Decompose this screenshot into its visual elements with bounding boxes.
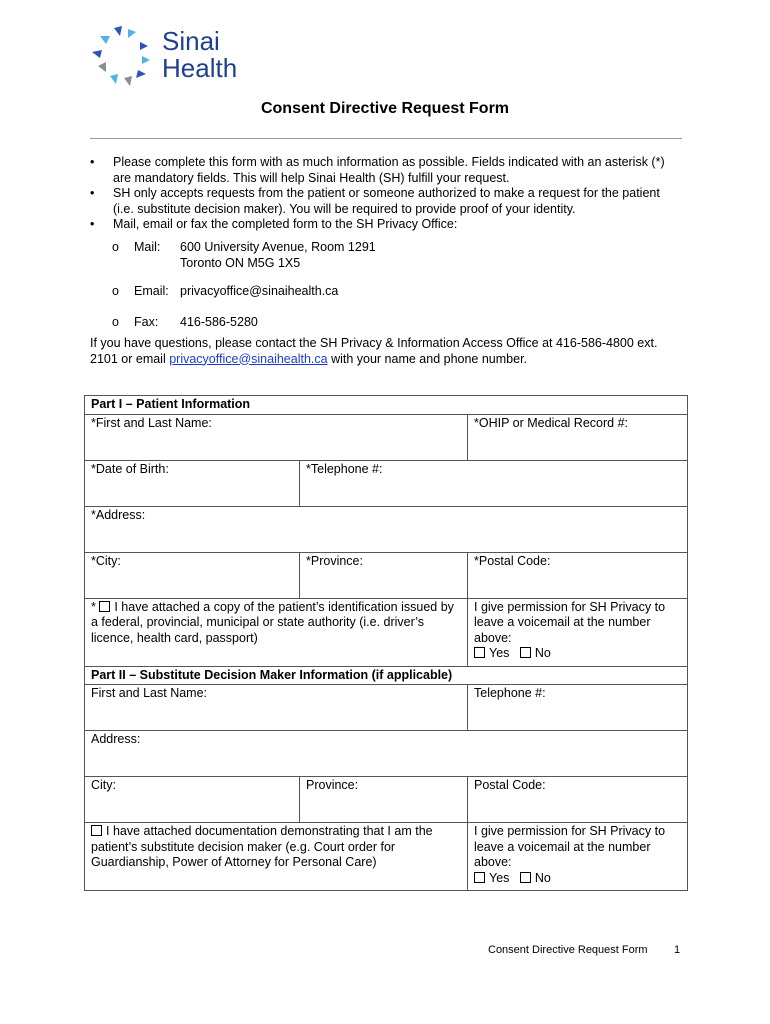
email-label: Email: xyxy=(134,284,169,298)
voicemail-no-checkbox[interactable] xyxy=(520,647,531,658)
yes-label: Yes xyxy=(489,646,510,660)
page-title: Consent Directive Request Form xyxy=(260,100,510,117)
sdm-phone-field[interactable]: Telephone #: xyxy=(468,685,688,731)
sdm-voicemail-cell xyxy=(468,823,688,891)
logo-line-1: Sinai xyxy=(162,26,220,56)
questions-text: If you have questions, please contact the SH Privacy & Information Access Office at 416-586-4800 ext. 2101 or email xyxy=(90,336,658,366)
sdm-province-field[interactable]: Province: xyxy=(300,777,468,823)
mail-line-2: Toronto ON M5G 1X5 xyxy=(180,255,301,270)
page-number: 1 xyxy=(674,944,681,956)
questions-paragraph xyxy=(90,336,680,367)
voicemail-permission-label: I give permission for SH Privacy to leave a voicemail at the number above: xyxy=(474,599,666,645)
no-label: No xyxy=(534,646,551,660)
part1-heading: Part I – Patient Information xyxy=(85,396,688,415)
id-attached-checkbox[interactable] xyxy=(99,601,110,612)
voicemail-options xyxy=(474,871,681,887)
sub-bullet: o xyxy=(112,284,119,298)
ohip-field[interactable]: *OHIP or Medical Record #: xyxy=(468,414,688,460)
sub-bullet: o xyxy=(112,240,119,254)
footer-title: Consent Directive Request Form xyxy=(488,944,648,956)
patient-province-field[interactable]: *Province: xyxy=(300,552,468,598)
instruction-item: • SH only accepts requests from the patient or someone authorized to make a request for the patient (i.e. substitute decision maker). You will be required to provide proof of your identity. xyxy=(90,186,680,217)
request-form-table xyxy=(84,395,688,891)
yes-label: Yes xyxy=(489,870,510,885)
instruction-item: • Please complete this form with as much information as possible. Fields indicated with an asterisk (*) are mandatory fields. This will help Sinai Health (SH) fulfill your request. xyxy=(90,155,680,186)
title-divider xyxy=(90,138,682,139)
sdm-name-field[interactable]: First and Last Name: xyxy=(85,685,468,731)
fax-label: Fax: xyxy=(134,315,159,329)
id-attached-cell xyxy=(85,598,468,666)
questions-text-end: with your name and phone number. xyxy=(327,351,528,366)
mail-address xyxy=(180,240,376,271)
sdm-address-field[interactable]: Address: xyxy=(85,731,688,777)
sdm-voicemail-no-checkbox[interactable] xyxy=(520,872,531,883)
logo-mark-icon xyxy=(92,26,158,88)
dob-field[interactable]: *Date of Birth: xyxy=(85,460,300,506)
fax-value: 416-586-5280 xyxy=(180,315,258,329)
instruction-item: • Mail, email or fax the completed form to the SH Privacy Office: xyxy=(90,217,680,233)
sdm-city-field[interactable]: City: xyxy=(85,777,300,823)
patient-postal-field[interactable]: *Postal Code: xyxy=(468,552,688,598)
sub-bullet: o xyxy=(112,315,119,329)
sdm-documentation-label: I have attached documentation demonstrating that I am the patient’s substitute decision maker (e.g. Court order for Guardianship, Power of Attorney for Personal Care) xyxy=(91,824,433,869)
sdm-voicemail-yes-checkbox[interactable] xyxy=(474,872,485,883)
patient-city-field[interactable]: *City: xyxy=(85,552,300,598)
voicemail-yes-checkbox[interactable] xyxy=(474,647,485,658)
patient-phone-field[interactable]: *Telephone #: xyxy=(300,460,688,506)
sinai-health-logo xyxy=(92,26,252,88)
part2-heading: Part II – Substitute Decision Maker Information (if applicable) xyxy=(85,666,688,685)
patient-address-field[interactable]: *Address: xyxy=(85,506,688,552)
required-asterisk: * xyxy=(91,599,100,614)
email-value: privacyoffice@sinaihealth.ca xyxy=(180,284,339,298)
patient-name-field[interactable]: *First and Last Name: xyxy=(85,414,468,460)
privacy-email-link[interactable]: privacyoffice@sinaihealth.ca xyxy=(169,351,328,366)
voicemail-options xyxy=(474,646,681,662)
mail-line-1: 600 University Avenue, Room 1291 xyxy=(180,240,376,254)
sdm-postal-field[interactable]: Postal Code: xyxy=(468,777,688,823)
sdm-documentation-checkbox[interactable] xyxy=(91,825,102,836)
no-label: No xyxy=(534,870,551,885)
id-attached-label: I have attached a copy of the patient’s identification issued by a federal, provincial, municipal or state authority (i.e. driver’s licence, health card, passport) xyxy=(91,599,454,645)
instructions-list xyxy=(90,155,680,233)
patient-voicemail-cell xyxy=(468,598,688,666)
logo-line-2: Health xyxy=(162,53,238,83)
sdm-documentation-cell xyxy=(85,823,468,891)
voicemail-permission-label: I give permission for SH Privacy to leave a voicemail at the number above: xyxy=(474,824,666,869)
mail-label: Mail: xyxy=(134,240,161,254)
